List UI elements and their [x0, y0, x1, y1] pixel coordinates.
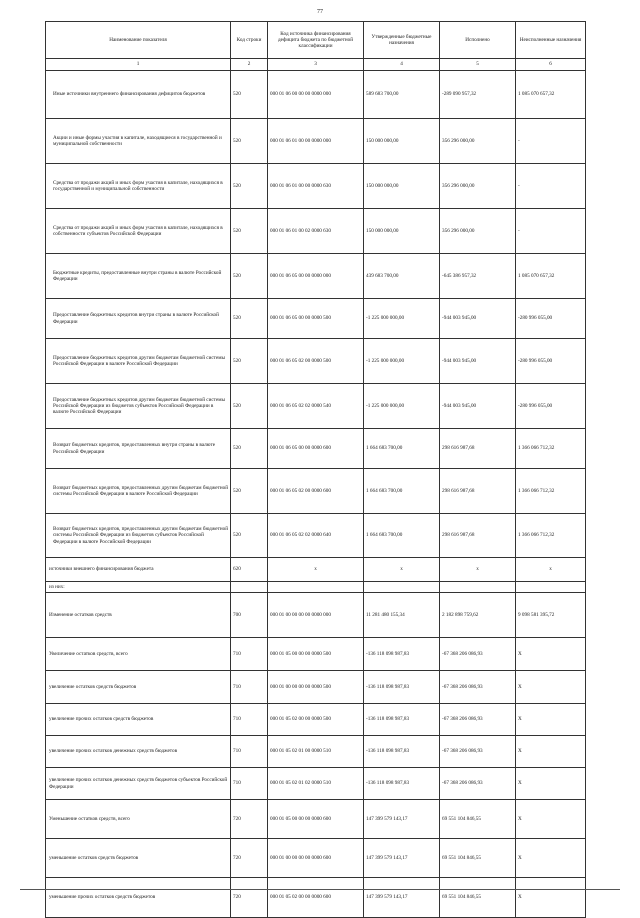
- executed-cell: 356 296 000,00: [440, 209, 516, 254]
- unexecuted-cell: -280 996 055,00: [516, 299, 586, 339]
- approved-cell: [364, 582, 440, 593]
- indicator-name-cell: Возврат бюджетных кредитов, предоставленных другим бюджетам бюджетной системы Российской Федерации в валюте Российской Федерации: [46, 469, 231, 514]
- indicator-name-cell: из них:: [46, 582, 231, 593]
- approved-cell: -1 225 000 000,00: [364, 339, 440, 384]
- source-code-cell: 000 01 06 00 00 00 0000 000: [268, 71, 364, 119]
- table-row: [46, 671, 586, 704]
- unexecuted-cell: 1 366 066 712,32: [516, 469, 586, 514]
- approved-cell: 150 000 000,00: [364, 164, 440, 209]
- unexecuted-cell: X: [516, 736, 586, 768]
- executed-cell: 356 296 000,00: [440, 164, 516, 209]
- indicator-name-cell: Средства от продажи акций и иных форм участия в капитале, находящихся в государственной и муниципальной собственности: [46, 164, 231, 209]
- approved-cell: -1 225 000 000,00: [364, 299, 440, 339]
- approved-cell: 1 664 683 700,00: [364, 429, 440, 469]
- header-executed: Исполнено: [440, 22, 516, 59]
- column-number: 2: [231, 59, 268, 71]
- table-row: [46, 638, 586, 671]
- column-number: 6: [516, 59, 586, 71]
- line-code-cell: [231, 582, 268, 593]
- table-row: [46, 593, 586, 638]
- source-code-cell: 000 01 06 01 00 00 0000 630: [268, 164, 364, 209]
- approved-cell: 439 683 700,00: [364, 254, 440, 299]
- unexecuted-cell: X: [516, 671, 586, 704]
- column-number: 4: [364, 59, 440, 71]
- indicator-name-cell: увеличение прочих остатков денежных средств бюджетов: [46, 736, 231, 768]
- table-row: [46, 469, 586, 514]
- indicator-name-cell: увеличение прочих остатков денежных средств бюджетов субъектов Российской Федерации: [46, 768, 231, 800]
- line-code-cell: 710: [231, 704, 268, 736]
- source-code-cell: 000 01 06 05 00 00 0000 000: [268, 254, 364, 299]
- page-bottom-rule: [20, 889, 620, 890]
- executed-cell: 298 616 987,68: [440, 514, 516, 558]
- line-code-cell: 710: [231, 736, 268, 768]
- executed-cell: -289 090 957,32: [440, 71, 516, 119]
- header-approved: Утвержденные бюджетные назначения: [364, 22, 440, 59]
- source-code-cell: 000 01 05 00 00 00 0000 600: [268, 800, 364, 839]
- line-code-cell: 520: [231, 209, 268, 254]
- indicator-name-cell: Средства от продажи акций и иных форм участия в капитале, находящихся в собственности субъектов Российской Федерации: [46, 209, 231, 254]
- source-code-cell: 000 01 06 01 00 02 0000 630: [268, 209, 364, 254]
- unexecuted-cell: -: [516, 119, 586, 164]
- approved-cell: 1 664 683 700,00: [364, 514, 440, 558]
- line-code-cell: 520: [231, 384, 268, 429]
- line-code-cell: 710: [231, 638, 268, 671]
- approved-cell: 150 000 000,00: [364, 209, 440, 254]
- unexecuted-cell: -: [516, 164, 586, 209]
- header-indicator-name: Наименование показателя: [46, 22, 231, 59]
- indicator-name-cell: Иные источники внутреннего финансирования дефицитов бюджетов: [46, 71, 231, 119]
- approved-cell: 150 000 000,00: [364, 119, 440, 164]
- approved-cell: 147 399 579 143,17: [364, 800, 440, 839]
- line-code-cell: 710: [231, 671, 268, 704]
- approved-cell: -136 118 098 987,83: [364, 768, 440, 800]
- line-code-cell: 520: [231, 429, 268, 469]
- indicator-name-cell: Возврат бюджетных кредитов, предоставленных внутри страны в валюте Российской Федерации: [46, 429, 231, 469]
- source-code-cell: x: [268, 558, 364, 582]
- table-row: [46, 299, 586, 339]
- indicator-name-cell: уменьшение прочих остатков средств бюджетов: [46, 878, 231, 918]
- line-code-cell: 520: [231, 254, 268, 299]
- line-code-cell: 710: [231, 768, 268, 800]
- table-row: [46, 839, 586, 878]
- header-unexecuted: Неисполненные назначения: [516, 22, 586, 59]
- header-source-code: Код источника финансирования дефицита бюджета по бюджетной классификации: [268, 22, 364, 59]
- executed-cell: -645 386 957,32: [440, 254, 516, 299]
- approved-cell: -136 118 098 987,83: [364, 704, 440, 736]
- line-code-cell: 620: [231, 558, 268, 582]
- unexecuted-cell: X: [516, 878, 586, 918]
- indicator-name-cell: Увеличение остатков средств, всего: [46, 638, 231, 671]
- table-row: [46, 71, 586, 119]
- unexecuted-cell: X: [516, 800, 586, 839]
- table-row: [46, 558, 586, 582]
- source-code-cell: [268, 582, 364, 593]
- executed-cell: x: [440, 558, 516, 582]
- financing-sources-table: [45, 21, 586, 918]
- unexecuted-cell: 9 098 581 395,72: [516, 593, 586, 638]
- source-code-cell: 000 01 05 00 00 00 0000 500: [268, 638, 364, 671]
- approved-cell: 147 399 579 143,17: [364, 839, 440, 878]
- table-row: [46, 878, 586, 918]
- executed-cell: 69 551 104 846,55: [440, 839, 516, 878]
- approved-cell: -1 225 000 000,00: [364, 384, 440, 429]
- line-code-cell: 520: [231, 71, 268, 119]
- source-code-cell: 000 01 05 02 01 02 0000 510: [268, 768, 364, 800]
- source-code-cell: 000 01 06 05 02 00 0000 600: [268, 469, 364, 514]
- line-code-cell: 520: [231, 339, 268, 384]
- unexecuted-cell: x: [516, 558, 586, 582]
- executed-cell: -67 368 206 086,93: [440, 768, 516, 800]
- indicator-name-cell: увеличение остатков средств бюджетов: [46, 671, 231, 704]
- executed-cell: 298 616 987,68: [440, 469, 516, 514]
- indicator-name-cell: Уменьшение остатков средств, всего: [46, 800, 231, 839]
- indicator-name-cell: Предоставление бюджетных кредитов внутри страны в валюте Российской Федерации: [46, 299, 231, 339]
- source-code-cell: 000 01 06 01 00 00 0000 000: [268, 119, 364, 164]
- unexecuted-cell: X: [516, 704, 586, 736]
- unexecuted-cell: 1 085 070 657,32: [516, 254, 586, 299]
- indicator-name-cell: увеличение прочих остатков средств бюджетов: [46, 704, 231, 736]
- source-code-cell: 000 01 00 00 00 00 0000 600: [268, 839, 364, 878]
- table-row: [46, 384, 586, 429]
- table-row: [46, 768, 586, 800]
- unexecuted-cell: X: [516, 839, 586, 878]
- table-row: [46, 164, 586, 209]
- line-code-cell: 720: [231, 878, 268, 918]
- line-code-cell: 720: [231, 839, 268, 878]
- table-row: [46, 209, 586, 254]
- line-code-cell: 700: [231, 593, 268, 638]
- source-code-cell: 000 01 06 05 02 00 0000 500: [268, 339, 364, 384]
- indicator-name-cell: Предоставление бюджетных кредитов другим бюджетам бюджетной системы Российской Федерации из бюджетов субъектов Российской Федерации в валюте Российской Федерации: [46, 384, 231, 429]
- indicator-name-cell: Предоставление бюджетных кредитов другим бюджетам бюджетной системы Российской Федерации в валюте Российской Федерации: [46, 339, 231, 384]
- unexecuted-cell: 1 366 066 712,32: [516, 429, 586, 469]
- indicator-name-cell: Возврат бюджетных кредитов, предоставленных другим бюджетам бюджетной системы Российской Федерации из бюджетов субъектов Российской Федерации в валюте Российской Федерации: [46, 514, 231, 558]
- executed-cell: -944 003 945,00: [440, 384, 516, 429]
- source-code-cell: 000 01 06 05 02 02 0000 640: [268, 514, 364, 558]
- indicator-name-cell: источники внешнего финансирования бюджета: [46, 558, 231, 582]
- executed-cell: 69 551 104 846,55: [440, 800, 516, 839]
- table-row: [46, 429, 586, 469]
- approved-cell: 147 399 579 143,17: [364, 878, 440, 918]
- executed-cell: -67 368 206 086,93: [440, 736, 516, 768]
- column-number-row: [46, 59, 586, 71]
- column-number: 1: [46, 59, 231, 71]
- executed-cell: 356 296 000,00: [440, 119, 516, 164]
- source-code-cell: 000 01 05 02 01 00 0000 510: [268, 736, 364, 768]
- approved-cell: -136 118 098 987,83: [364, 671, 440, 704]
- executed-cell: [440, 582, 516, 593]
- source-code-cell: 000 01 05 02 00 00 0000 600: [268, 878, 364, 918]
- source-code-cell: 000 01 00 00 00 00 0000 500: [268, 671, 364, 704]
- approved-cell: 589 683 700,00: [364, 71, 440, 119]
- approved-cell: -136 118 098 987,83: [364, 638, 440, 671]
- table-row: [46, 339, 586, 384]
- source-code-cell: 000 01 00 00 00 00 0000 000: [268, 593, 364, 638]
- column-number: 5: [440, 59, 516, 71]
- unexecuted-cell: -: [516, 209, 586, 254]
- page-number: 77: [317, 9, 323, 15]
- indicator-name-cell: Акции и иные формы участия в капитале, находящиеся в государственной и муниципальной собственности: [46, 119, 231, 164]
- indicator-name-cell: Бюджетные кредиты, предоставленные внутри страны в валюте Российской Федерации: [46, 254, 231, 299]
- unexecuted-cell: -280 996 055,00: [516, 339, 586, 384]
- source-code-cell: 000 01 06 05 02 02 0000 540: [268, 384, 364, 429]
- executed-cell: -67 368 206 086,93: [440, 671, 516, 704]
- executed-cell: -67 368 206 086,93: [440, 704, 516, 736]
- unexecuted-cell: 1 366 066 712,32: [516, 514, 586, 558]
- executed-cell: 69 551 104 846,55: [440, 878, 516, 918]
- unexecuted-cell: -280 996 055,00: [516, 384, 586, 429]
- executed-cell: -944 003 945,00: [440, 299, 516, 339]
- line-code-cell: 520: [231, 469, 268, 514]
- executed-cell: -67 368 206 086,93: [440, 638, 516, 671]
- executed-cell: -944 003 945,00: [440, 339, 516, 384]
- table-row: [46, 736, 586, 768]
- line-code-cell: 520: [231, 299, 268, 339]
- line-code-cell: 520: [231, 119, 268, 164]
- table-header-row: [46, 22, 586, 59]
- approved-cell: 11 281 480 155,34: [364, 593, 440, 638]
- unexecuted-cell: X: [516, 768, 586, 800]
- executed-cell: 298 616 987,68: [440, 429, 516, 469]
- approved-cell: 1 664 683 700,00: [364, 469, 440, 514]
- unexecuted-cell: X: [516, 638, 586, 671]
- table-row: [46, 119, 586, 164]
- table-row: [46, 254, 586, 299]
- table-row: [46, 514, 586, 558]
- column-number: 3: [268, 59, 364, 71]
- table-row: [46, 800, 586, 839]
- indicator-name-cell: уменьшение остатков средств бюджетов: [46, 839, 231, 878]
- source-code-cell: 000 01 05 02 00 00 0000 500: [268, 704, 364, 736]
- line-code-cell: 520: [231, 514, 268, 558]
- header-line-code: Код строки: [231, 22, 268, 59]
- table-row: [46, 582, 586, 593]
- approved-cell: -136 118 098 987,83: [364, 736, 440, 768]
- unexecuted-cell: 1 085 070 657,32: [516, 71, 586, 119]
- indicator-name-cell: Изменение остатков средств: [46, 593, 231, 638]
- unexecuted-cell: [516, 582, 586, 593]
- source-code-cell: 000 01 06 05 00 00 0000 500: [268, 299, 364, 339]
- approved-cell: x: [364, 558, 440, 582]
- table-row: [46, 704, 586, 736]
- source-code-cell: 000 01 06 05 00 00 0000 600: [268, 429, 364, 469]
- line-code-cell: 720: [231, 800, 268, 839]
- executed-cell: 2 182 898 759,62: [440, 593, 516, 638]
- line-code-cell: 520: [231, 164, 268, 209]
